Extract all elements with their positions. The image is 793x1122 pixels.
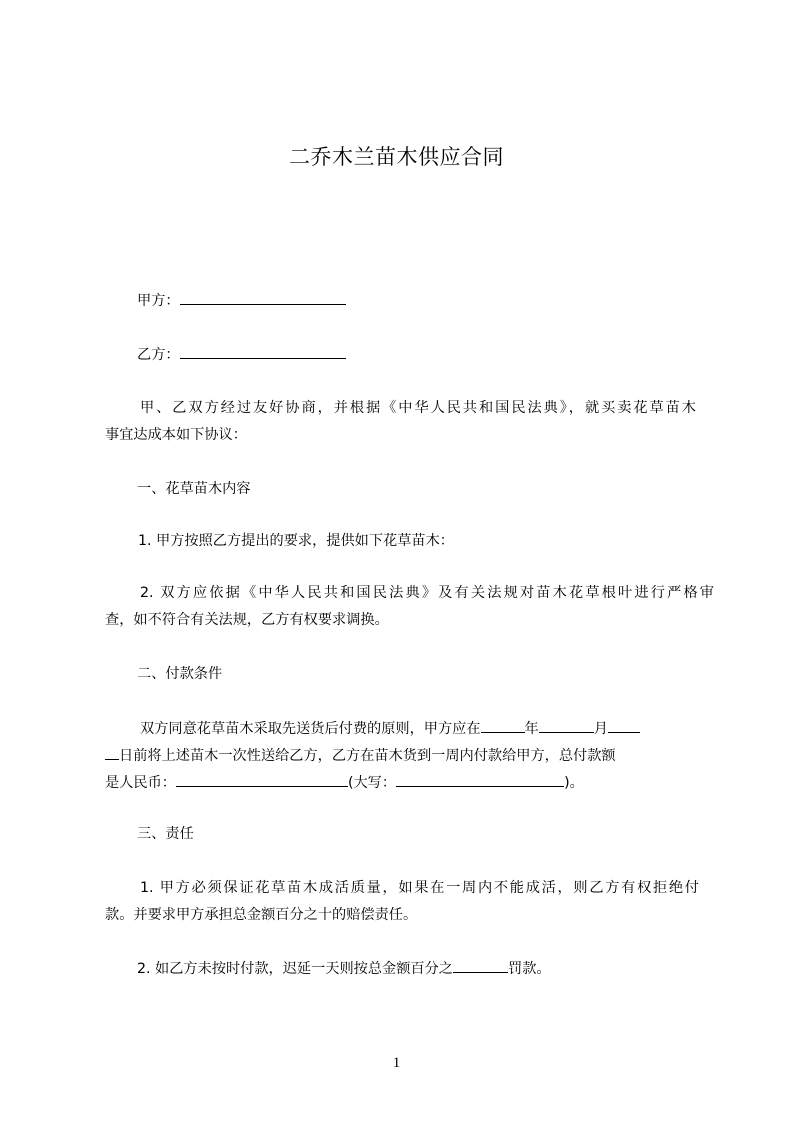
payment-month-blank[interactable] [539, 718, 594, 733]
penalty-text: 2. 如乙方未按时付款，迟延一天则按总金额百分之 [137, 961, 453, 977]
party-a-line [137, 290, 737, 311]
section-1-item-2-line-1: 2. 双方应依据《中华人民共和国民法典》及有关法规对苗木花草根叶进行严格审 [140, 585, 714, 601]
payment-year-blank[interactable] [481, 718, 525, 733]
party-a-label: 甲方： [137, 293, 180, 309]
amount-in-words-blank[interactable] [396, 772, 564, 787]
section-3-heading: 三、责任 [137, 826, 194, 842]
section-1-heading: 一、花草苗木内容 [137, 481, 251, 497]
section-1-item-1: 1. 甲方按照乙方提出的要求，提供如下花草苗木： [138, 533, 454, 549]
section-1-item-2-line-2: 查，如不符合有关法规，乙方有权要求调换。 [105, 612, 389, 628]
section-2-line-2 [105, 745, 705, 766]
section-2-line-3 [105, 772, 705, 793]
section-3-item-1-line-1: 1. 甲方必须保证花草苗木成活质量，如果在一周内不能成活，则乙方有权拒绝付 [140, 880, 699, 896]
total-rmb-label: 是人民币： [105, 775, 176, 791]
section-3-item-1-line-2: 款。并要求甲方承担总金额百分之十的赔偿责任。 [105, 907, 418, 923]
amount-close-paren: )。 [564, 775, 584, 791]
section-2-heading: 二、付款条件 [137, 666, 223, 682]
payment-text-start: 双方同意花草苗木采取先送货后付费的原则，甲方应在 [140, 721, 481, 737]
payment-text-middle: 日前将上述苗木一次性送给乙方，乙方在苗木货到一周内付款给甲方，总付款额 [119, 748, 616, 764]
party-b-label: 乙方： [137, 347, 180, 363]
penalty-percent-blank[interactable] [453, 958, 508, 973]
intro-line-1: 甲、乙双方经过友好协商，并根据《中华人民共和国民法典》，就买卖花草苗木 [140, 400, 696, 416]
intro-line-2: 事宜达成本如下协议： [105, 427, 247, 443]
payment-day-blank-end[interactable] [105, 745, 119, 760]
document-title: 二乔木兰苗木供应合同 [289, 145, 504, 169]
page-number: 1 [392, 1055, 401, 1071]
party-b-line [137, 344, 737, 365]
payment-day-blank-start[interactable] [608, 718, 640, 733]
amount-in-words-label: (大写： [347, 775, 397, 791]
month-label: 月 [593, 721, 608, 737]
year-label: 年 [524, 721, 539, 737]
party-b-blank[interactable] [180, 344, 346, 359]
section-3-item-2 [137, 958, 737, 979]
penalty-suffix: 罚款。 [508, 961, 551, 977]
total-amount-blank[interactable] [176, 772, 348, 787]
section-2-line-1 [140, 718, 740, 739]
party-a-blank[interactable] [180, 290, 346, 305]
